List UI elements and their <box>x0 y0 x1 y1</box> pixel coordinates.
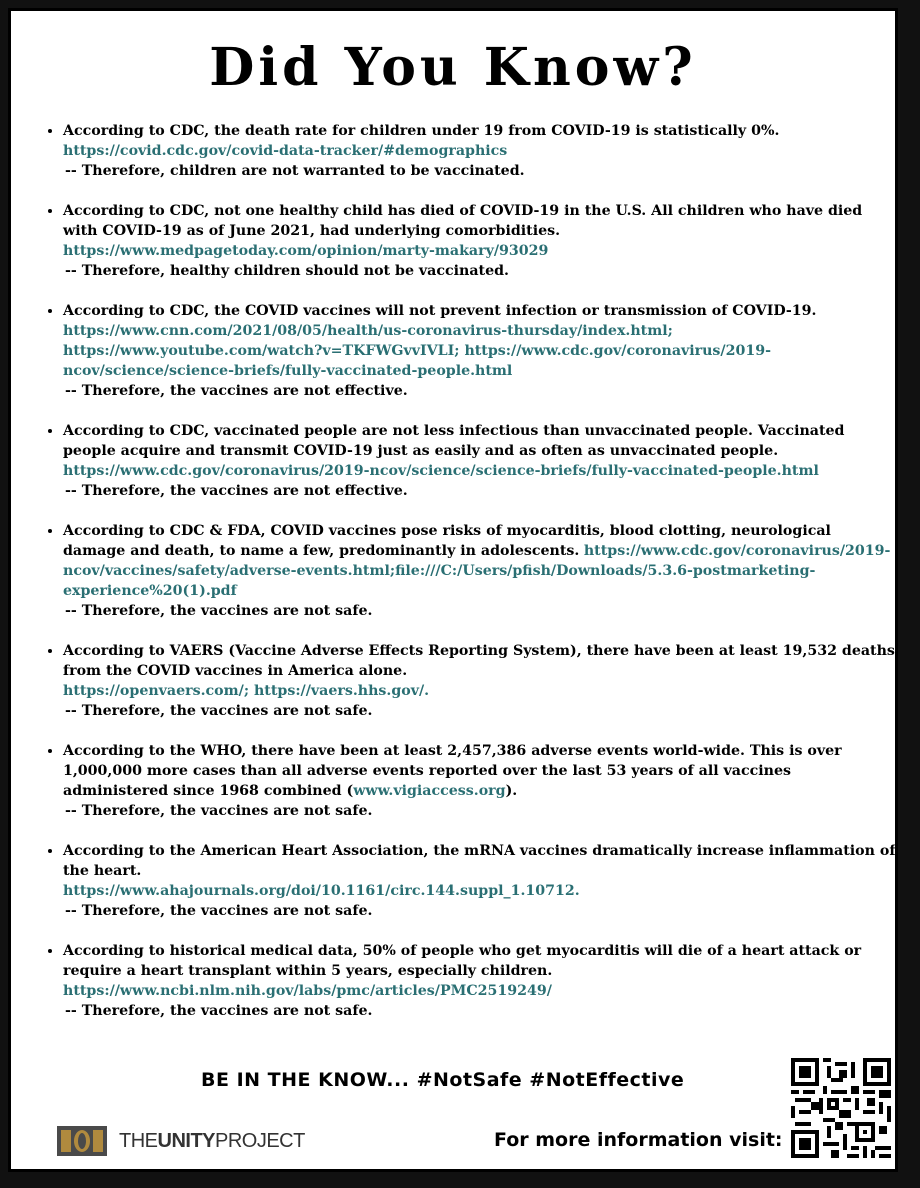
fact-claim: According to CDC & FDA, COVID vaccines pose risks of myocarditis, blood clotting, neurological damage and death, to name a few, predominantly in adolescents. <box>63 523 831 559</box>
source-link[interactable]: https://www.ncbi.nlm.nih.gov/labs/pmc/articles/PMC2519249/ <box>63 983 552 999</box>
fact-claim: According to CDC, the COVID vaccines will not prevent infection or transmission of COVID-19. <box>63 303 817 319</box>
fact-claim: According to the WHO, there have been at least 2,457,386 adverse events world-wide. This is over 1,000,000 more cases than all adverse events reported over the last 53 years of all vaccines administered since 1968 combined ( <box>63 743 842 799</box>
unity-logo-icon <box>57 1126 107 1156</box>
fact-list <box>41 121 898 1041</box>
fact-claim: According to CDC, the death rate for children under 19 from COVID-19 is statistically 0%. <box>63 123 780 139</box>
fact-claim: According to CDC, not one healthy child has died of COVID-19 in the U.S. All children who have died with COVID-19 as of June 2021, had underlying comorbidities. <box>63 203 863 239</box>
fact-conclusion: -- Therefore, the vaccines are not safe. <box>65 1003 373 1019</box>
list-item <box>63 121 898 181</box>
fact-conclusion: -- Therefore, the vaccines are not effective. <box>65 383 408 399</box>
fact-conclusion: -- Therefore, children are not warranted to be vaccinated. <box>65 163 525 179</box>
more-info-label: For more information visit: <box>494 1129 783 1151</box>
fact-claim-suffix: ). <box>505 783 518 799</box>
source-link[interactable]: https://www.ahajournals.org/doi/10.1161/circ.144.suppl_1.10712. <box>63 883 580 899</box>
list-item <box>63 841 898 921</box>
source-link[interactable]: https://www.medpagetoday.com/opinion/marty-makary/93029 <box>63 243 549 259</box>
fact-conclusion: -- Therefore, the vaccines are not safe. <box>65 703 373 719</box>
list-item <box>63 301 898 401</box>
fact-conclusion: -- Therefore, the vaccines are not effective. <box>65 483 408 499</box>
unity-project-logo <box>57 1126 305 1156</box>
fact-conclusion: -- Therefore, the vaccines are not safe. <box>65 903 373 919</box>
fact-conclusion: -- Therefore, the vaccines are not safe. <box>65 803 373 819</box>
list-item <box>63 201 898 281</box>
flyer-page <box>8 8 898 1172</box>
list-item <box>63 521 898 621</box>
fact-conclusion: -- Therefore, healthy children should not be vaccinated. <box>65 263 509 279</box>
list-item <box>63 641 898 721</box>
source-link[interactable]: https://covid.cdc.gov/covid-data-tracker/#demographics <box>63 143 508 159</box>
logo-text-unity: UNITY <box>157 1129 215 1152</box>
fact-claim: According to VAERS (Vaccine Adverse Effects Reporting System), there have been at least 19,532 deaths from the COVID vaccines in America alone. <box>63 643 895 679</box>
logo-text-the: THE <box>119 1129 158 1152</box>
page-title: Did You Know? <box>209 37 697 98</box>
source-link[interactable]: https://openvaers.com/; https://vaers.hhs.gov/. <box>63 683 430 699</box>
list-item <box>63 741 898 821</box>
logo-wordmark <box>119 1130 305 1153</box>
fact-claim: According to the American Heart Association, the mRNA vaccines dramatically increase inflammation of the heart. <box>63 843 896 879</box>
fact-claim: According to CDC, vaccinated people are not less infectious than unvaccinated people. Vaccinated people acquire and transmit COVID-19 just as easily and as often as unvaccinated people. <box>63 423 845 459</box>
qr-code-icon[interactable] <box>791 1058 891 1158</box>
list-item <box>63 421 898 501</box>
fact-conclusion: -- Therefore, the vaccines are not safe. <box>65 603 373 619</box>
list-item <box>63 941 898 1021</box>
logo-text-project: PROJECT <box>215 1129 305 1152</box>
fact-claim: According to historical medical data, 50% of people who get myocarditis will die of a heart attack or require a heart transplant within 5 years, especially children. <box>63 943 862 979</box>
slogan: BE IN THE KNOW... #NotSafe #NotEffective <box>201 1069 685 1091</box>
source-link[interactable]: https://www.cdc.gov/coronavirus/2019-ncov/vaccines/safety/adverse-events.html;file:///C:/Users/pfish/Downloads/5.3.6-postmarketing-experience%20(1).pdf <box>63 543 891 599</box>
source-link[interactable]: https://www.cnn.com/2021/08/05/health/us-coronavirus-thursday/index.html; https://www.youtube.com/watch?v=TKFWGvvIVLI; https://www.cdc.gov/coronavirus/2019-ncov/science/science-briefs/fully-vaccinated-people.html <box>63 323 771 379</box>
source-link[interactable]: www.vigiaccess.org <box>353 783 506 799</box>
source-link[interactable]: https://www.cdc.gov/coronavirus/2019-ncov/science/science-briefs/fully-vaccinated-people.html <box>63 463 819 479</box>
